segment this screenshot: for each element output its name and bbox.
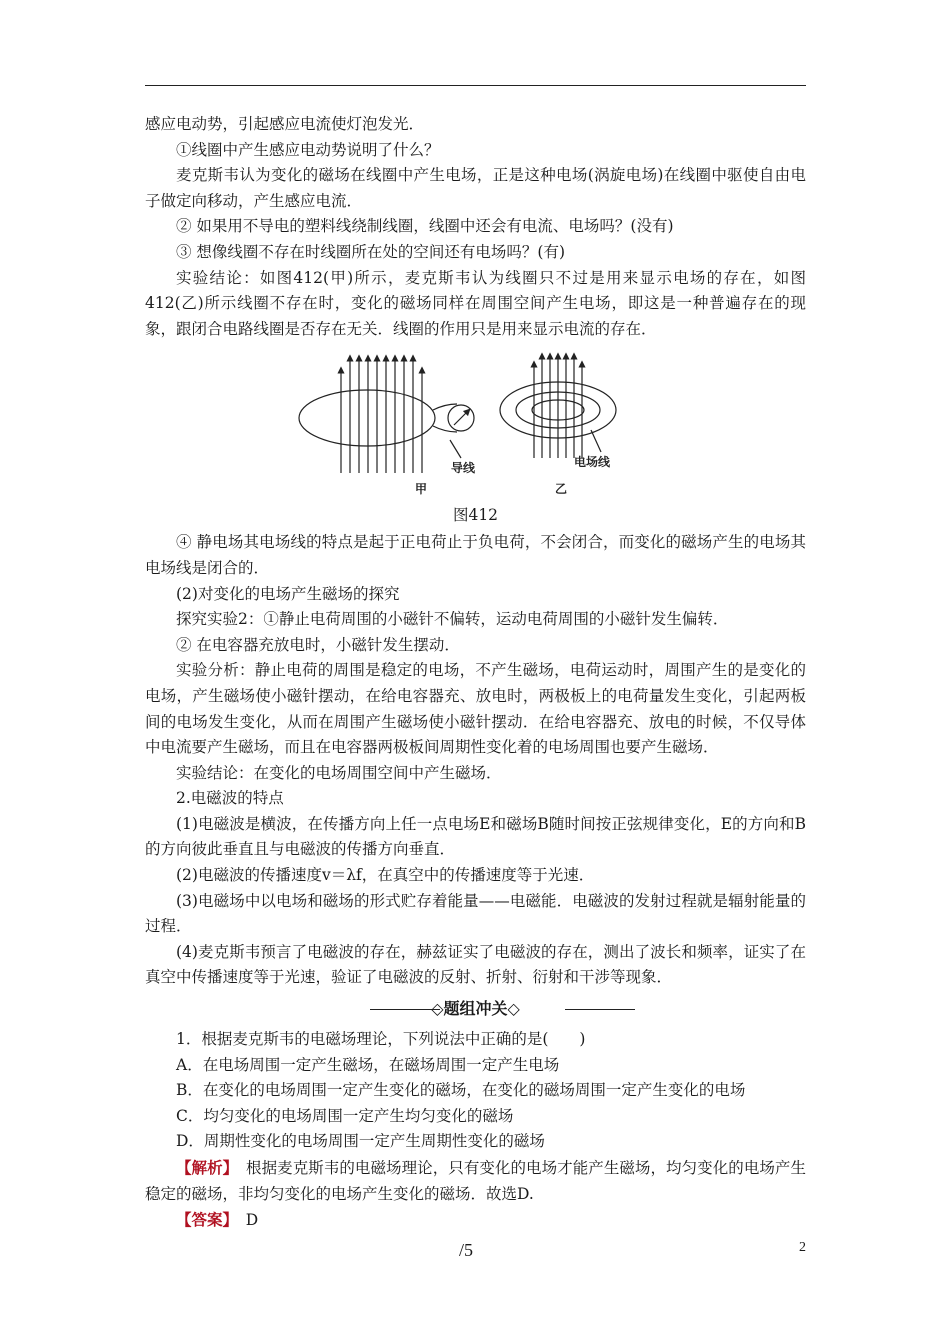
paragraph: 实验分析：静止电荷的周围是稳定的电场，不产生磁场，电荷运动时，周围产生的是变化的电场，产生磁场使小磁针摆动，在给电容器充、放电时，两极板上的电荷量发生变化，引起两板间的电场发生变化，从而在周围产生磁场使小磁针摆动．在给电容器充、放电的时候，不仅导体中电流要产生磁场，而且在电容器两极板间周期性变化着的电场周围也要产生磁场． (145, 661, 806, 757)
question-option: A．在电场周围一定产生磁场，在磁场周围一定产生电场 (176, 1055, 560, 1074)
figure-diagram (145, 348, 806, 498)
question-option: B．在变化的电场周围一定产生变化的磁场，在变化的磁场周围一定产生变化的电场 (176, 1081, 746, 1100)
diagram-yi (500, 356, 616, 458)
analysis (145, 1155, 806, 1207)
answer-tag: 【答案】 (176, 1210, 231, 1230)
paragraph: 2.电磁波的特点 (176, 789, 284, 808)
figure-412 (145, 348, 806, 498)
label-wire: 导线 (451, 461, 476, 476)
page-number: 2 (799, 1240, 806, 1255)
paragraph: 实验结论：在变化的电场周围空间中产生磁场． (176, 763, 502, 782)
section-title: ◇题组冲关◇ (431, 999, 520, 1019)
paragraph: 感应电动势，引起感应电流使灯泡发光． (145, 115, 425, 133)
paragraph: ③ 想像线圈不存在时线圈所在处的空间还有电场吗？(有) (176, 242, 566, 261)
label-yi: 乙 (555, 482, 568, 497)
paragraph: 实验结论：如图412(甲)所示，麦克斯韦认为线圈只不过是用来显示电场的存在，如图412(乙)所示线圈不存在时，变化的磁场同样在周围空间产生电场，即这是一种普遍存在的现象，跟闭合电路线圈是否存在无关．线圈的作用只是用来显示电流的存在． (145, 268, 806, 338)
paragraph: ④ 静电场其电场线的特点是起于正电荷止于负电荷，不会闭合，而变化的磁场产生的电场其电场线是闭合的． (145, 533, 806, 577)
question-option: C．均匀变化的电场周围一定产生均匀变化的磁场 (176, 1106, 514, 1125)
paragraph: ①线圈中产生感应电动势说明了什么？ (176, 140, 440, 159)
paragraph: ② 如果用不导电的塑料线绕制线圈，线圈中还会有电流、电场吗？(没有) (176, 217, 674, 236)
paragraph: 探究实验2：①静止电荷周围的小磁针不偏转，运动电荷周围的小磁针发生偏转． (176, 610, 729, 629)
figure-caption: 图412 (452, 506, 499, 525)
analysis-tag: 【解析】 (176, 1158, 231, 1177)
analysis-text: 根据麦克斯韦的电磁场理论，只有变化的电场才能产生磁场，均匀变化的电场产生稳定的磁场，非均匀变化的电场产生变化的磁场．故选D. (145, 1159, 806, 1203)
paragraph: (2)电磁波的传播速度v＝λf，在真空中的传播速度等于光速． (176, 866, 595, 885)
paragraph: (1)电磁波是横波，在传播方向上任一点电场E和磁场B随时间按正弦规律变化，E的方向和B的方向彼此垂直且与电磁波的传播方向垂直． (145, 814, 806, 859)
answer (145, 1207, 806, 1234)
question-option: D．周期性变化的电场周围一定产生周期性变化的磁场 (176, 1132, 545, 1151)
paragraph: (2)对变化的电场产生磁场的探究 (176, 584, 400, 603)
paragraph: ② 在电容器充放电时，小磁针发生摆动． (176, 635, 460, 654)
page-total: /5 (459, 1240, 474, 1260)
paragraph: (3)电磁场中以电场和磁场的形式贮存着能量——电磁能．电磁波的发射过程就是辐射能量的过程． (145, 891, 806, 936)
header-rule (145, 85, 806, 86)
diagram-jia (299, 358, 476, 476)
section-header (145, 995, 806, 1023)
label-jia: 甲 (415, 482, 428, 497)
label-field-line: 电场线 (574, 455, 611, 470)
question-stem: 1．根据麦克斯韦的电磁场理论，下列说法中正确的是( ) (176, 1030, 586, 1049)
document-body (145, 112, 806, 1234)
paragraph: (4)麦克斯韦预言了电磁波的存在，赫兹证实了电磁波的存在，测出了波长和频率，证实了在真空中传播速度等于光速，验证了电磁波的反射、折射、衍射和干涉等现象． (145, 942, 806, 987)
paragraph: 麦克斯韦认为变化的磁场在线圈中产生电场，正是这种电场(涡旋电场)在线圈中驱使自由电子做定向移动，产生感应电流． (145, 166, 806, 210)
answer-text: D (230, 1211, 259, 1230)
